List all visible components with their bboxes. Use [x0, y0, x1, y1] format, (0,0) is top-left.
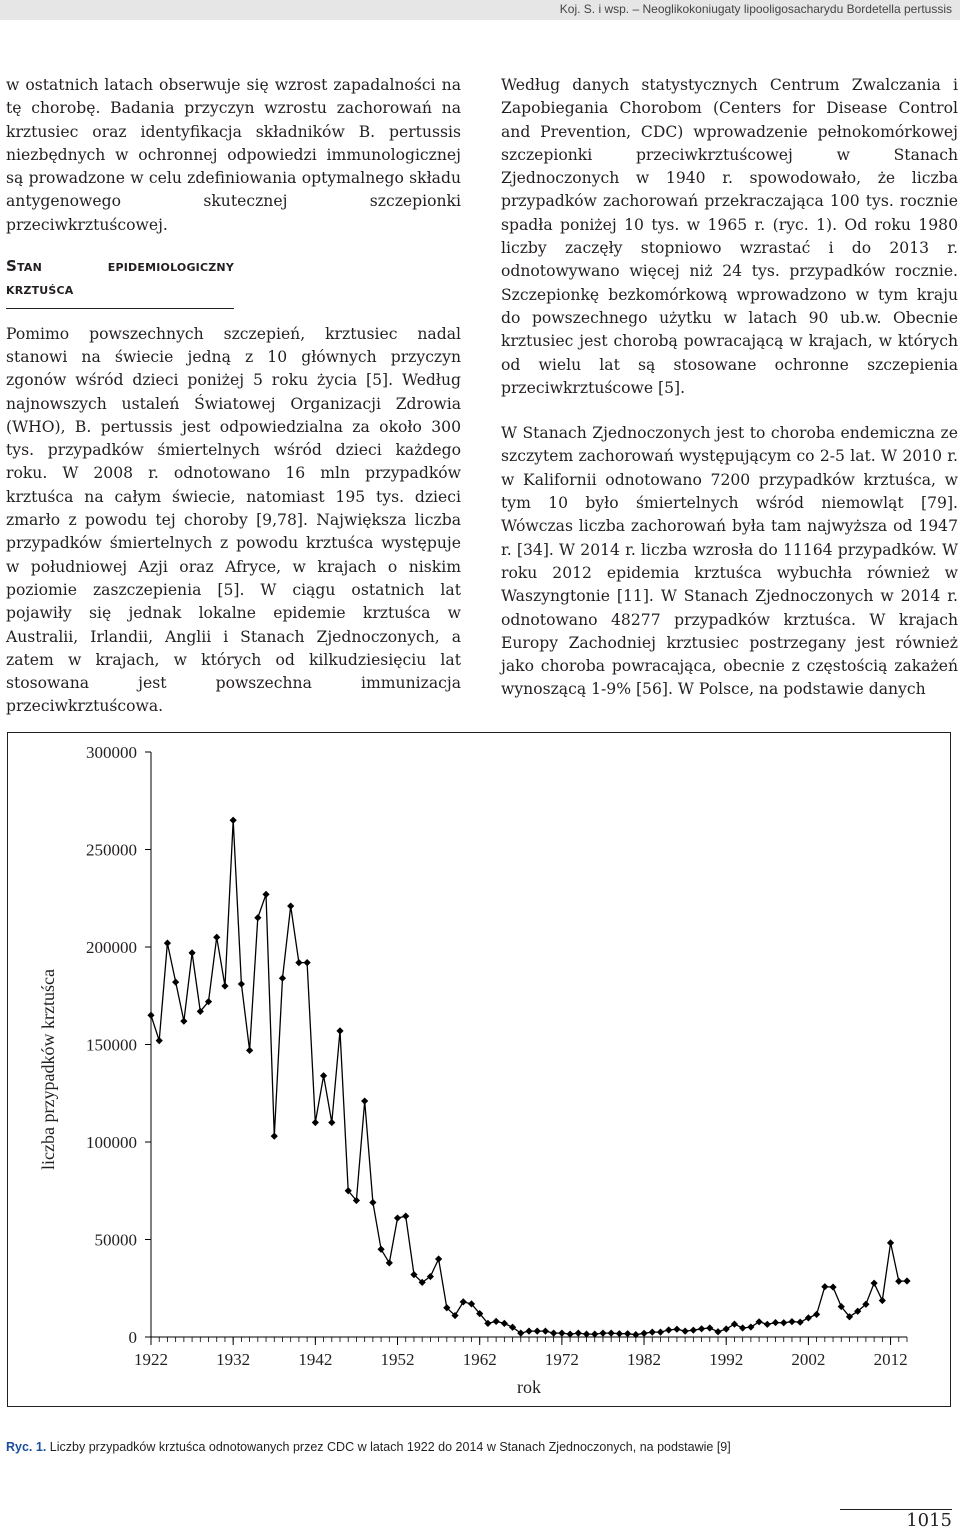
y-tick-label: 300000 — [86, 743, 137, 762]
data-point — [714, 1328, 721, 1335]
y-tick-label: 0 — [128, 1328, 137, 1347]
data-point — [386, 1259, 393, 1266]
data-point — [328, 1119, 335, 1126]
x-tick-label: 1982 — [627, 1350, 662, 1369]
data-point — [501, 1320, 508, 1327]
data-point — [230, 817, 237, 824]
x-tick-label: 1962 — [462, 1350, 497, 1369]
x-axis-label: rok — [517, 1377, 541, 1397]
data-point — [616, 1330, 623, 1337]
data-point — [624, 1330, 631, 1337]
x-tick-label: 1932 — [216, 1350, 251, 1369]
cdc-paragraph: Według danych statystycznych Centrum Zwalczania i Zapobiegania Chorobom (Centers for Disease Control and Prevention, CDC) wprowadzenie pełnokomórkowej szczepionki przeciwkrztuścowej w Stanach Zjednoczonych w 1940 r. spowodowało, że liczba przypadków zachorowań przekraczająca 100 tys. rocznie spadła poniżej 10 tys. w 1965 r. (ryc. 1). Od roku 1980 liczby zaczęły stopniowo wzrastać i do 2013 r. odnotowywano więcej niż 24 tys. przypadków rocznie. Szczepionkę bezkomórkową wprowadzono w tym kraju do powszechnego użytku w latach 90 ub.w. Obecnie krztusiec jest chorobą powracającą w krajach, w których od wielu lat są stosowane ochronne szczepienia przeciwkrztuścowe [5]. — [501, 76, 958, 397]
section-title: Stan epidemiologiczny krztuśca — [6, 255, 234, 309]
caption-text: Liczby przypadków krztuśca odnotowanych przez CDC w latach 1922 do 2014 w Stanach Zjednoczonych, na podstawie [9] — [49, 1440, 731, 1454]
data-point — [238, 980, 245, 987]
data-point — [312, 1119, 319, 1126]
data-point — [797, 1319, 804, 1326]
data-point — [320, 1072, 327, 1079]
data-point — [608, 1330, 615, 1337]
page-number: 1015 — [906, 1510, 952, 1531]
data-point — [887, 1239, 894, 1246]
data-point — [698, 1325, 705, 1332]
data-point — [180, 1018, 187, 1025]
data-point — [805, 1314, 812, 1321]
data-point — [706, 1324, 713, 1331]
data-point — [279, 975, 286, 982]
data-point — [550, 1330, 557, 1337]
data-point — [879, 1297, 886, 1304]
data-point — [649, 1329, 656, 1336]
data-point — [172, 979, 179, 986]
data-point — [460, 1298, 467, 1305]
data-point — [188, 949, 195, 956]
data-point — [369, 1199, 376, 1206]
y-tick-label: 200000 — [86, 938, 137, 957]
data-point — [287, 902, 294, 909]
data-point — [156, 1037, 163, 1044]
data-point — [542, 1328, 549, 1335]
data-point — [394, 1214, 401, 1221]
data-point — [435, 1255, 442, 1262]
x-tick-label: 1972 — [544, 1350, 579, 1369]
y-tick-label: 100000 — [86, 1133, 137, 1152]
data-point — [262, 891, 269, 898]
data-point — [534, 1328, 541, 1335]
data-point — [829, 1283, 836, 1290]
data-point — [525, 1328, 532, 1335]
data-point — [254, 914, 261, 921]
pertussis-line-chart — [8, 733, 950, 1406]
y-tick-label: 250000 — [86, 840, 137, 860]
data-point — [780, 1319, 787, 1326]
y-tick-label: 150000 — [86, 1035, 137, 1055]
data-point — [246, 1047, 253, 1054]
data-point — [788, 1318, 795, 1325]
data-point — [755, 1318, 762, 1325]
data-point — [682, 1328, 689, 1335]
data-point — [657, 1329, 664, 1336]
data-point — [764, 1321, 771, 1328]
data-point — [739, 1324, 746, 1331]
caption-label: Ryc. 1. — [6, 1440, 47, 1454]
data-point — [895, 1278, 902, 1285]
data-point — [871, 1280, 878, 1287]
data-point — [665, 1326, 672, 1333]
data-point — [493, 1318, 500, 1325]
data-point — [731, 1321, 738, 1328]
header-bar — [0, 0, 960, 20]
data-point — [599, 1330, 606, 1337]
data-point — [271, 1133, 278, 1140]
data-point — [772, 1319, 779, 1326]
data-point — [221, 982, 228, 989]
data-point — [336, 1027, 343, 1034]
data-point — [903, 1277, 910, 1284]
intro-paragraph: w ostatnich latach obserwuje się wzrost zapadalności na tę chorobę. Badania przyczyn wzrostu zachorowań na krztusiec oraz identyfikacja składników B. pertussis niezbędnych w ochronnej odpowiedzi immunologicznej są prowadzone w celu zdefiniowania optymalnego składu antygenowego skutecznej szczepionki przeciwkrztuścowej. — [6, 76, 461, 234]
data-point — [361, 1097, 368, 1104]
running-head: Koj. S. i wsp. – Neoglikokoniugaty lipooligosacharydu Bordetella pertussis — [559, 2, 952, 16]
x-tick-label: 1942 — [298, 1350, 333, 1369]
series-line — [151, 820, 907, 1334]
figure-1 — [7, 732, 951, 1407]
right-column — [501, 74, 958, 702]
data-point — [147, 1012, 154, 1019]
y-axis-label: liczba przypadków krztuśca — [38, 969, 58, 1170]
data-point — [813, 1311, 820, 1318]
figure-caption — [6, 1440, 956, 1454]
x-tick-label: 2012 — [873, 1350, 908, 1369]
usa-paragraph: W Stanach Zjednoczonych jest to choroba endemiczna ze szczytem zachorowań występującym co 2-5 lat. W 2010 r. w Kalifornii odnotowano 7200 przypadków krztuśca, w tym 10 było śmiertelnych wśród niemowląt [79]. Wówczas liczba zachorowań była tam najwyższa od 1947 r. [34]. W 2014 r. liczba wzrosła do 11164 przypadków. W roku 2012 epidemia krztuśca wybuchła również w Waszyngtonie [11]. W Stanach Zjednoczonych w 2014 r. odnotowano 48277 przypadków krztuśca. W krajach Europy Zachodniej krztusiec postrzegany jest również jako choroba powracająca, obecnie z częstością zakażeń wynoszącą 1-9% [56]. W Polsce, na podstawie danych — [501, 424, 958, 699]
chart-axes — [151, 752, 907, 1337]
left-column — [6, 74, 461, 719]
data-point — [558, 1330, 565, 1337]
data-point — [673, 1326, 680, 1333]
x-tick-label: 1952 — [380, 1350, 415, 1369]
data-point — [164, 940, 171, 947]
x-tick-label: 2002 — [791, 1350, 826, 1369]
data-point — [295, 959, 302, 966]
x-tick-label: 1922 — [134, 1350, 168, 1369]
data-point — [821, 1283, 828, 1290]
series-markers — [147, 817, 910, 1339]
data-point — [747, 1323, 754, 1330]
chart-ticks — [86, 743, 908, 1369]
epidemiology-paragraph: Pomimo powszechnych szczepień, krztusiec nadal stanowi na świecie jedną z 10 głównych przyczyn zgonów wśród dzieci poniżej 5 roku życia [5]. Według najnowszych ustaleń Światowej Organizacji Zdrowia (WHO), B. pertussis jest odpowiedzialna za około 300 tys. przypadków śmiertelnych wśród dzieci każdego roku. W 2008 r. odnotowano 16 mln przypadków krztuśca na całym świecie, natomiast 195 tys. dzieci zmarło z powodu tej choroby [9,78]. Największa liczba przypadków śmiertelnych z powodu krztuśca występuje w południowej Azji oraz Afryce, w krajach o niskim poziomie zaszczepienia [5]. W ciągu ostatnich lat pojawiły się jednak lokalne epidemie krztuśca w Australii, Irlandii, Anglii i Stanach Zjednoczonych, a zatem w krajach, w których od kilkudziesięciu lat stosowana jest powszechna immunizacja przeciwkrztuścowa. — [6, 324, 461, 716]
data-point — [213, 934, 220, 941]
data-point — [304, 959, 311, 966]
data-point — [402, 1213, 409, 1220]
data-point — [575, 1330, 582, 1337]
data-point — [690, 1327, 697, 1334]
y-tick-label: 50000 — [94, 1230, 137, 1250]
data-point — [723, 1325, 730, 1332]
data-point — [640, 1330, 647, 1337]
x-tick-label: 1992 — [709, 1350, 744, 1369]
data-point — [377, 1246, 384, 1253]
